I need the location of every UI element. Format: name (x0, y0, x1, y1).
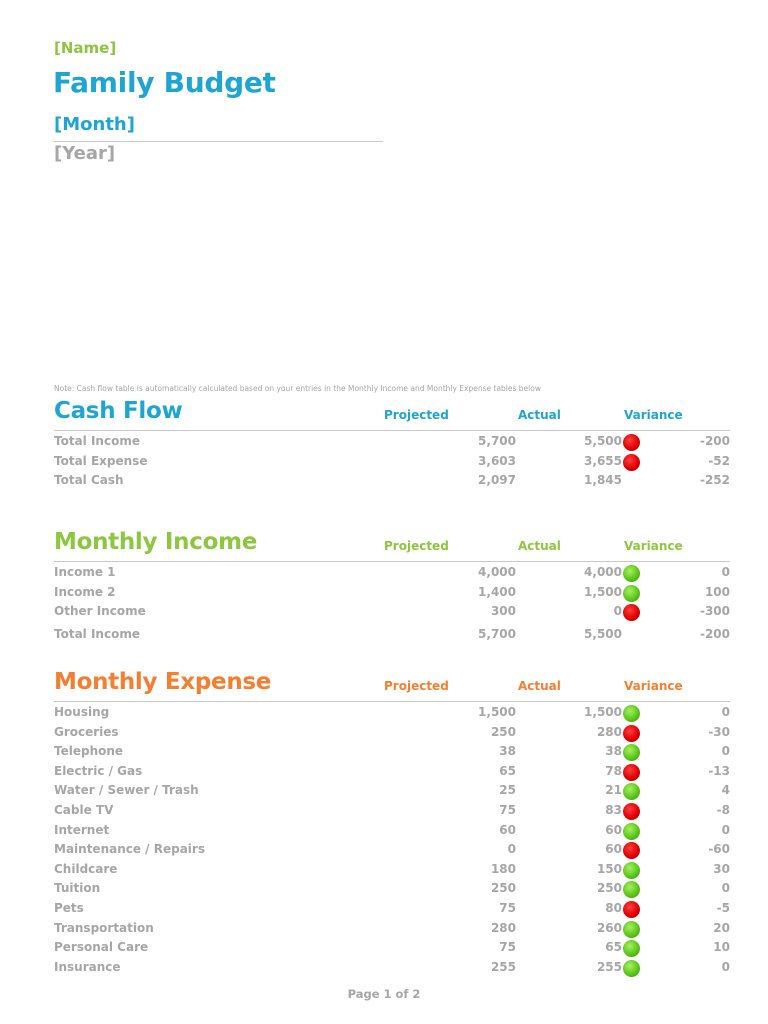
actual-value[interactable]: 5,500 (584, 626, 622, 641)
green-indicator-icon (623, 940, 640, 957)
variance-value[interactable]: -5 (716, 900, 730, 915)
row-label: Childcare (54, 861, 118, 876)
projected-value[interactable]: 0 (507, 842, 516, 857)
green-indicator-icon (623, 783, 640, 800)
table-row (54, 742, 730, 762)
table-row (54, 703, 730, 723)
variance-value[interactable]: -30 (708, 724, 730, 739)
table-row (54, 879, 730, 899)
table-row (54, 781, 730, 801)
row-label: Telephone (54, 744, 124, 759)
actual-value[interactable]: 5,500 (584, 434, 622, 448)
table-row (54, 821, 730, 841)
row-label: Personal Care (54, 940, 149, 955)
variance-value[interactable]: 0 (721, 881, 730, 896)
header-divider (54, 141, 383, 142)
green-indicator-icon (623, 862, 640, 879)
year-placeholder[interactable]: [Year] (54, 143, 116, 164)
projected-value[interactable]: 3,603 (478, 453, 516, 468)
total-row (54, 625, 730, 645)
green-indicator-icon (623, 881, 640, 898)
variance-value[interactable]: 0 (721, 744, 730, 759)
table-row (54, 583, 730, 603)
row-label: Tuition (54, 881, 101, 896)
actual-value[interactable]: 0 (613, 604, 622, 619)
row-label: Total Expense (54, 453, 148, 468)
actual-value[interactable]: 3,655 (584, 453, 622, 468)
table-row (54, 432, 730, 452)
projected-value[interactable]: 280 (490, 920, 516, 935)
projected-value[interactable]: 38 (499, 744, 516, 759)
row-label: Total Income (54, 434, 140, 448)
projected-value[interactable]: 255 (490, 959, 516, 974)
cash-flow-title: Cash Flow (54, 398, 183, 424)
variance-value[interactable]: 4 (721, 783, 730, 798)
cash-flow-header (54, 398, 730, 428)
projected-value[interactable]: 65 (499, 763, 516, 778)
variance-column-header: Variance (624, 408, 683, 422)
projected-column-header: Projected (384, 679, 449, 693)
projected-column-header: Projected (384, 408, 449, 422)
variance-value[interactable]: -300 (699, 604, 730, 619)
table-row (54, 602, 730, 622)
row-label: Water / Sewer / Trash (54, 783, 199, 798)
variance-column-header: Variance (624, 679, 683, 693)
green-indicator-icon (623, 565, 640, 582)
red-indicator-icon (623, 725, 640, 742)
monthly-income-section (54, 529, 730, 641)
table-row (54, 860, 730, 880)
document-title: Family Budget (53, 66, 276, 99)
row-label: Pets (54, 900, 84, 915)
variance-value[interactable]: -60 (708, 842, 730, 857)
table-row (54, 762, 730, 782)
monthly-income-rows (54, 563, 730, 644)
projected-value[interactable]: 180 (490, 861, 516, 876)
page-number: Page 1 of 2 (347, 987, 421, 1001)
row-label: Insurance (54, 959, 121, 974)
table-row (54, 919, 730, 939)
table-row (54, 840, 730, 860)
monthly-expense-title: Monthly Expense (54, 669, 272, 695)
monthly-expense-section (54, 669, 730, 974)
red-indicator-icon (623, 764, 640, 781)
projected-value[interactable]: 25 (499, 783, 516, 798)
actual-value[interactable]: 255 (596, 959, 622, 974)
actual-value[interactable]: 60 (605, 822, 622, 837)
row-label: Maintenance / Repairs (54, 842, 205, 857)
red-indicator-icon (623, 454, 640, 471)
actual-value[interactable]: 83 (605, 802, 622, 817)
row-label: Total Income (54, 626, 140, 641)
actual-value[interactable]: 65 (605, 940, 622, 955)
actual-column-header: Actual (518, 539, 561, 553)
projected-value[interactable]: 75 (499, 940, 516, 955)
row-label: Cable TV (54, 802, 114, 817)
actual-value[interactable]: 80 (605, 900, 622, 915)
actual-value[interactable]: 60 (605, 842, 622, 857)
table-row (54, 723, 730, 743)
cash-flow-rows (54, 432, 730, 491)
red-indicator-icon (623, 842, 640, 859)
section-divider (54, 561, 730, 562)
projected-value[interactable]: 4,000 (478, 565, 516, 579)
row-label: Electric / Gas (54, 763, 143, 778)
month-placeholder[interactable]: [Month] (54, 114, 135, 135)
variance-value[interactable]: -13 (708, 763, 730, 778)
row-label: Housing (54, 705, 110, 719)
projected-value[interactable]: 250 (490, 881, 516, 896)
variance-value[interactable]: 10 (713, 940, 730, 955)
projected-value[interactable]: 5,700 (478, 626, 516, 641)
actual-value[interactable]: 4,000 (584, 565, 622, 579)
section-divider (54, 430, 730, 431)
row-label: Groceries (54, 724, 119, 739)
projected-column-header: Projected (384, 539, 449, 553)
table-row (54, 452, 730, 472)
monthly-income-header (54, 529, 730, 559)
red-indicator-icon (623, 604, 640, 621)
actual-value[interactable]: 250 (596, 881, 622, 896)
green-indicator-icon (623, 921, 640, 938)
section-divider (54, 701, 730, 702)
projected-value[interactable]: 75 (499, 802, 516, 817)
variance-value[interactable]: 0 (721, 959, 730, 974)
variance-value[interactable]: -200 (699, 626, 730, 641)
projected-value[interactable]: 300 (490, 604, 516, 619)
name-placeholder[interactable]: [Name] (54, 39, 117, 57)
variance-value[interactable]: 30 (713, 861, 730, 876)
variance-column-header: Variance (624, 539, 683, 553)
table-row (54, 938, 730, 958)
projected-value[interactable]: 1,400 (478, 584, 516, 599)
red-indicator-icon (623, 803, 640, 820)
green-indicator-icon (623, 823, 640, 840)
projected-value[interactable]: 60 (499, 822, 516, 837)
actual-value[interactable]: 1,500 (584, 584, 622, 599)
green-indicator-icon (623, 960, 640, 977)
actual-column-header: Actual (518, 408, 561, 422)
row-label: Transportation (54, 920, 154, 935)
row-label: Other Income (54, 604, 146, 619)
variance-value[interactable]: 0 (721, 705, 730, 719)
green-indicator-icon (623, 705, 640, 722)
row-label: Income 1 (54, 565, 116, 579)
projected-value[interactable]: 5,700 (478, 434, 516, 448)
table-row (54, 801, 730, 821)
cash-flow-note: Note: Cash flow table is automatically calculated based on your entries in the Monthly Income and Monthly Expense tables below (54, 384, 541, 393)
monthly-expense-rows (54, 703, 730, 977)
actual-column-header: Actual (518, 679, 561, 693)
actual-value[interactable]: 1,845 (584, 473, 622, 488)
green-indicator-icon (623, 585, 640, 602)
variance-value[interactable]: 20 (713, 920, 730, 935)
row-label: Internet (54, 822, 110, 837)
table-row (54, 563, 730, 583)
actual-value[interactable]: 280 (596, 724, 622, 739)
table-row (54, 471, 730, 491)
actual-value[interactable]: 1,500 (584, 705, 622, 719)
variance-value[interactable]: 0 (721, 565, 730, 579)
red-indicator-icon (623, 434, 640, 451)
variance-value[interactable]: -252 (699, 473, 730, 488)
row-label: Total Cash (54, 473, 124, 488)
variance-value[interactable]: 100 (704, 584, 730, 599)
projected-value[interactable]: 250 (490, 724, 516, 739)
actual-value[interactable]: 150 (596, 861, 622, 876)
table-row (54, 899, 730, 919)
green-indicator-icon (623, 744, 640, 761)
row-label: Income 2 (54, 584, 116, 599)
projected-value[interactable]: 75 (499, 900, 516, 915)
projected-value[interactable]: 2,097 (478, 473, 516, 488)
monthly-expense-header (54, 669, 730, 699)
variance-value[interactable]: -200 (699, 434, 730, 448)
actual-value[interactable]: 21 (605, 783, 622, 798)
variance-value[interactable]: -8 (716, 802, 730, 817)
red-indicator-icon (623, 901, 640, 918)
actual-value[interactable]: 38 (605, 744, 622, 759)
actual-value[interactable]: 78 (605, 763, 622, 778)
table-row (54, 958, 730, 978)
cash-flow-section (54, 398, 730, 488)
variance-value[interactable]: 0 (721, 822, 730, 837)
projected-value[interactable]: 1,500 (478, 705, 516, 719)
monthly-income-title: Monthly Income (54, 529, 258, 555)
variance-value[interactable]: -52 (708, 453, 730, 468)
actual-value[interactable]: 260 (596, 920, 622, 935)
